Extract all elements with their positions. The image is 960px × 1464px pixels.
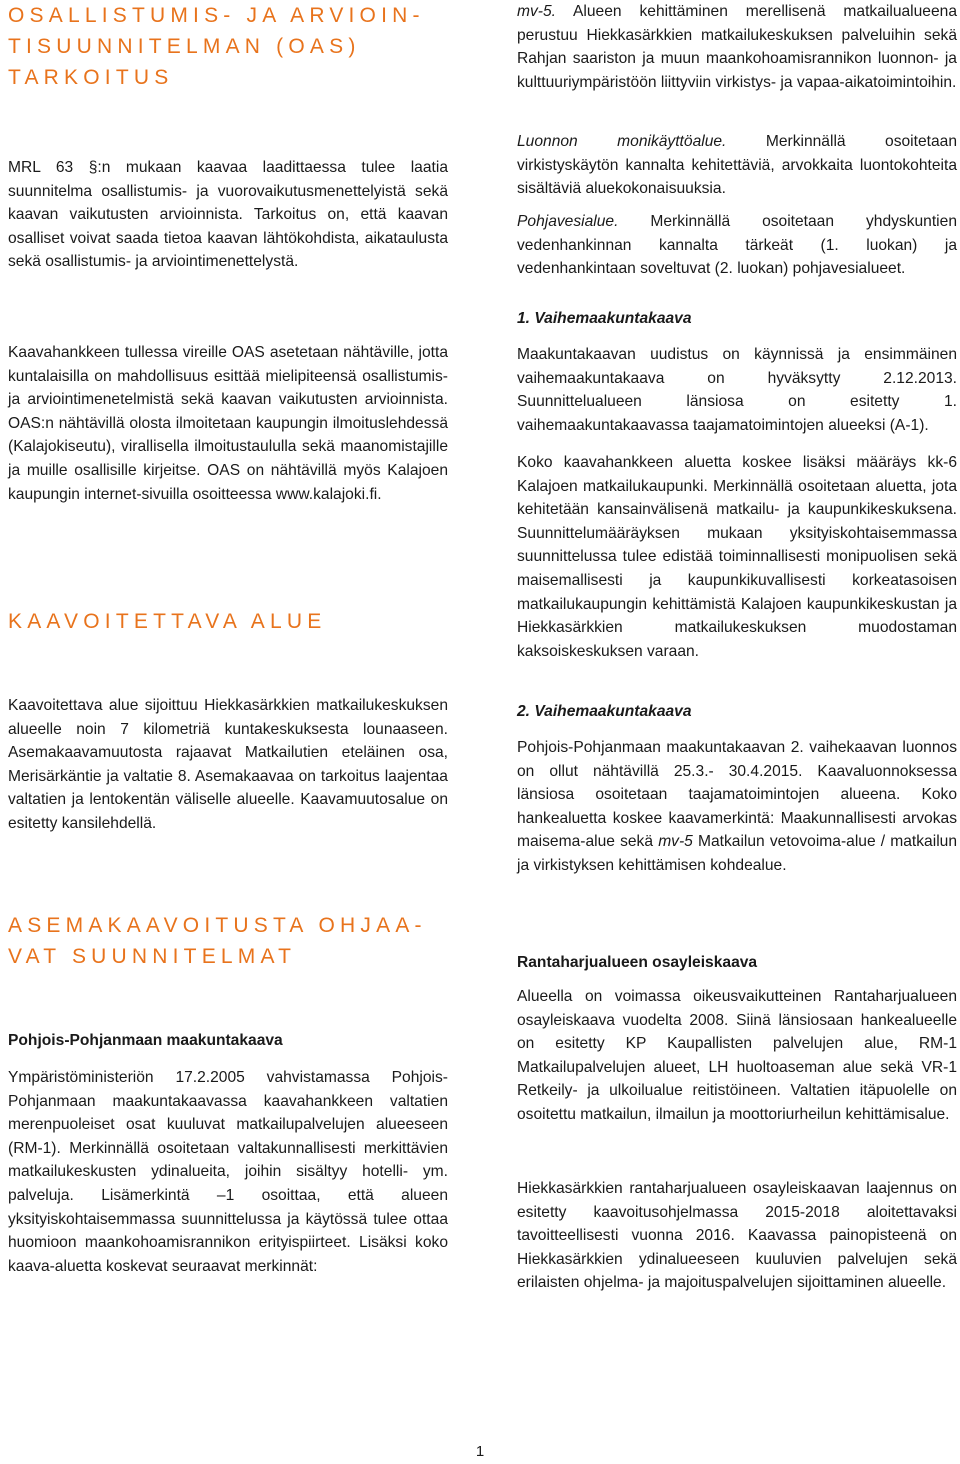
paragraph-pohjavesialue — [517, 210, 957, 281]
paragraph-text: Matkailun vetovoima-alue / matkailun ja virkistyksen kehittämisen kohdealue. — [517, 833, 957, 874]
paragraph-osayleiskaavan-laajennus: Hiekkasärkkien rantaharjualueen osayleiskaavan laajennus on esitetty kaavoitusohjelmassa 2015-2018 aloitettavaksi tavoitteellisesti vuonna 2016. Kaavassa painopisteenä on Hiekkasärkkien ydinalueeseen kuuluvien palvelujen sekä erilaisten ohjelma- ja majoituspalvelujen sijoittaminen alueelle. — [517, 1180, 957, 1292]
subheading-osayleiskaava: Rantaharjualueen osayleiskaava — [517, 954, 758, 971]
paragraph-text: Merkinnällä osoitetaan virkistyskäytön kannalta kehitettäviä, arvokkaita luontokohteita sisältäviä aluekokonaisuuksia. — [517, 133, 957, 198]
term-mv5: mv-5. — [517, 3, 556, 20]
section-heading-kaavoitettava-alue: KAAVOITETTAVA ALUE — [8, 610, 327, 633]
paragraph-kk6: Koko kaavahankkeen aluetta koskee lisäksi määräys kk-6 Kalajoen matkailukaupunki. Merkinnällä osoitetaan aluetta, jota kehitetään kansainvälisenä matkailu- ja kaupunkikeskuksena. Suunnittelumääräyksen mukaan yksityiskohtaisemmassa suunnittelussa tulee edistää toiminnallisesti monipuolisen sekä maisemallisesti ja kaupunkikuvallisesti korkeatasoisen matkailukaupungin kehittämistä Kalajoen kaupunkikeskustan ja Hiekkasärkkien matkailukeskuksen muodostaman kaksoiskeskuksen varaan. — [517, 454, 957, 660]
paragraph-ymparistoministerio: Ympäristöministeriön 17.2.2005 vahvistamassa Pohjois-Pohjanmaan maakuntakaavassa kaavahankkeen valtatien merenpuoleiset osat kuuluvat matkailupalvelujen alueeseen (RM-1). Merkinnällä osoitetaan valtakunnallisesti merkittävien matkailukeskusten ydinalueita, joihin sisältyy hotelli- ym. palveluja. Lisämerkintä –1 osoittaa, että alueen yksityiskohtaisemmassa suunnittelussa ja käytössä tulee ottaa huomioon maankohoamisrannikon erityispiirteet. Lisäksi koko kaava-aluetta koskevat seuraavat merkinnät: — [8, 1069, 448, 1275]
paragraph-text: Alueen kehittäminen merellisenä matkailualueena perustuu Hiekkasärkkien matkailukeskuksen palveluihin sekä Rahjan saariston ja muun maankohoamisrannikon luonnon- ja kulttuuriympäristöön liittyviin virkistys- ja vapaa-aikatoimintoihin. — [517, 3, 957, 91]
paragraph-2-vaihekaava — [517, 736, 957, 878]
subheading-vaihemaakuntakaava-1: 1. Vaihemaakuntakaava — [517, 310, 692, 327]
heading-line: VAT SUUNNITELMAT — [8, 945, 297, 968]
paragraph-text: Pohjois-Pohjanmaan maakuntakaavan 2. vaihekaavan luonnos on ollut nähtävillä 25.3.- 30.4.2015. Kaavaluonnoksessa länsiosa osoitetaan taajamatoimintojen alueena. Koko hankealuetta koskee kaavamerkintä: Maakunnallisesti arvokas maisema-alue sekä — [517, 739, 957, 851]
section-heading-oas — [8, 0, 425, 93]
subheading-maakuntakaava: Pohjois-Pohjanmaan maakuntakaava — [8, 1032, 283, 1049]
heading-line: TARKOITUS — [8, 66, 174, 89]
paragraph-mv5 — [517, 0, 957, 94]
heading-line: OSALLISTUMIS- JA ARVIOIN- — [8, 4, 425, 27]
section-heading-ohjaavat-suunnitelmat — [8, 910, 427, 972]
paragraph-text: Merkinnällä osoitetaan yhdyskuntien vedenhankinnan kannalta tärkeät (1. luokan) ja vedenhankintaan soveltuvat (2. luokan) pohjavesialueet. — [517, 213, 957, 278]
term-luonnon-monikayttoalue: Luonnon monikäyttöalue. — [517, 133, 727, 150]
paragraph-maakuntakaavan-uudistus: Maakuntakaavan uudistus on käynnissä ja ensimmäinen vaihemaakuntakaava on hyväksytty 2.12.2013. Suunnittelualueen länsiosa on esitetty 1. vaihemaakuntakaavassa taajamatoimintojen alueeksi (A-1). — [517, 346, 957, 434]
paragraph-rantaharju-osayleiskaava: Alueella on voimassa oikeusvaikutteinen Rantaharjualueen osayleiskaava vuodelta 2008. Siinä länsiosaan hankealueelle on esitetty KP Kaupallisten palvelujen alue, RM-1 Matkailupalvelujen alueet, LH huoltoaseman alue sekä VR-1 Retkeily- ja ulkoilualue reitistöineen. Valtatien itäpuolelle on osoitettu matkailun, ilmailun ja moottoriurheilun kehittämisalue. — [517, 988, 957, 1123]
heading-line: ASEMAKAAVOITUSTA OHJAA- — [8, 914, 427, 937]
paragraph-luonnon-monikayttoalue — [517, 130, 957, 201]
heading-line: TISUUNNITELMAN (OAS) — [8, 35, 361, 58]
subheading-vaihemaakuntakaava-2: 2. Vaihemaakuntakaava — [517, 703, 692, 720]
term-mv5: mv-5 — [658, 833, 693, 851]
term-pohjavesialue: Pohjavesialue. — [517, 213, 619, 230]
paragraph-mrl: MRL 63 §:n mukaan kaavaa laadittaessa tulee laatia suunnitelma osallistumis- ja vuorovaikutusmenettelyistä sekä kaavan vaikutusten arvioinnista. Tarkoitus on, että kaavan osalliset voivat saada tietoa kaavan lähtökohdista, aikataulusta sekä osallistumis- ja arviointimenettelystä. — [8, 159, 448, 271]
paragraph-oas-nahtavilla: Kaavahankkeen tullessa vireille OAS asetetaan nähtäville, jotta kuntalaisilla on mahdollisuus esittää mielipiteensä osallistumis- ja arviointimenetelmistä sekä kaavan vaikutusten arvioinnista. OAS:n nähtävillä olosta ilmoitetaan kaupungin ilmoituslehdessä (Kalajokiseutu), virallisella ilmoitustaululla sekä maanomistajille ja muille osallisille kirjeitse. OAS on nähtävillä myös Kalajoen kaupungin internet-sivuilla osoitteessa www.kalajoki.fi. — [8, 344, 448, 503]
page-number: 1 — [475, 1443, 485, 1460]
paragraph-kaavoitettava-alue: Kaavoitettava alue sijoittuu Hiekkasärkkien matkailukeskuksen alueelle noin 7 kilometriä kuntakeskuksesta lounaaseen. Asemakaavamuutosta rajaavat Matkailutien eteläinen osa, Merisärkäntie ja valtatie 8. Asemakaavaa on tarkoitus laajentaa valtatien ja lentokentän väliselle alueelle. Kaavamuutosalue on esitetty kansilehdellä. — [8, 697, 448, 832]
